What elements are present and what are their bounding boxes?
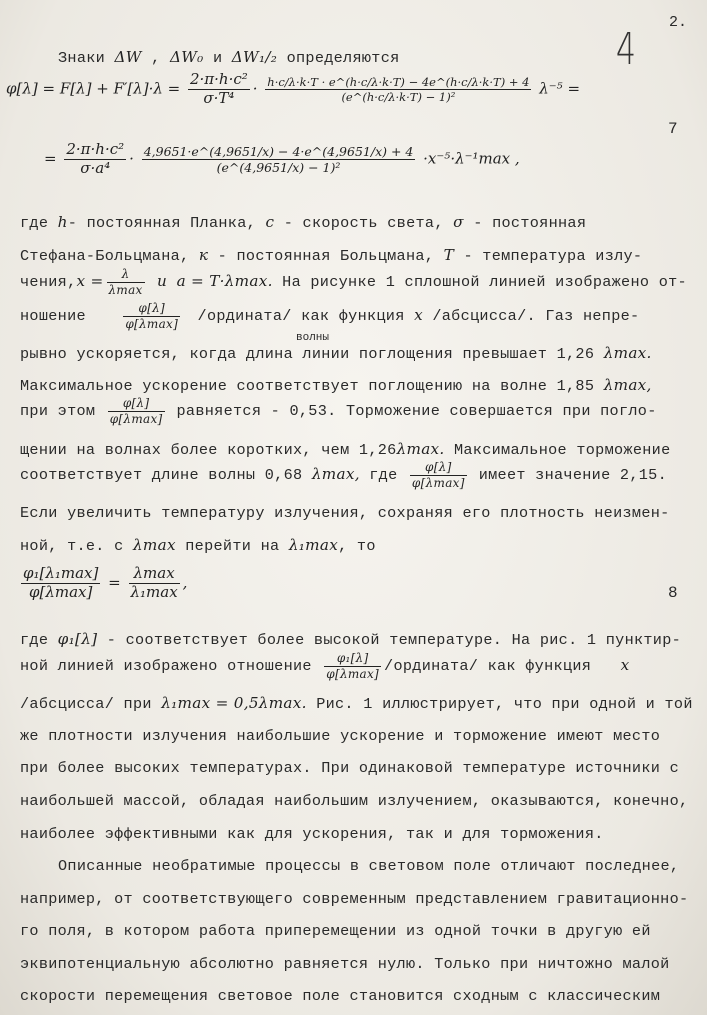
text-line-21: например, от соответствующего современным представлением гравитационно- (20, 890, 689, 908)
text-line-18: наибольшей массой, обладая наибольшим излучением, оказываются, конечно, (20, 792, 689, 810)
equation-number-7: 7 (668, 120, 678, 138)
text-line-23: эквипотенциальную абсолютно равняется нулю. Только при ничтожно малой (20, 955, 670, 973)
text-line-5: рывно ускоряется, когда длина линии поглощения превышает 1,26 λmax. (20, 344, 652, 363)
text-line-9: соответствует длине волны 0,68 λmax, где $\frac{\varphi[\lambda]}{\varphi[\lambda\max]}$ имеет значение 2,15. (20, 460, 667, 490)
text-line-19: наиболее эффективными как для ускорения, так и для торможения. (20, 825, 604, 843)
text-line-3: чения,x = $\frac{\lambda}{\lambda\max}$ и a = T·λmax. На рисунке 1 сплошной линией изображено от- (20, 267, 687, 297)
page-number: 2. (669, 14, 688, 31)
text-line-2: Стефана-Больцмана, к - постоянная Больцмана, T - температура излу- (20, 246, 643, 265)
handwritten-page-number: 4 (615, 24, 637, 75)
formula-phi-definition: φ[λ] = F[λ] + F′[λ]·λ = $\frac{\text{2·π·h·c²}}{\text{σ·T⁴}}$ · $\frac{h\cdot c/\lambda\cdot k\cdot T \cdot e\^{}(h\cdot c/\lambda\cdot k\cdot T) - 4e\^{}(h\cdot c/\lambda\cdot k\cdot T) + 4}{\text{(e\textasciicircum{}(h·c/λ·k·T) − 1)²}}$ λ⁻⁵ = (6, 70, 581, 107)
text-line-20: Описанные необратимые процессы в световом поле отличают последнее, (58, 857, 680, 875)
text-line-24: скорости перемещения световое поле становится сходным с классическим (20, 987, 661, 1005)
text-line-22: го поля, в котором работа приперемещении из одной точки в другую ей (20, 922, 651, 940)
text-line-17: при более высоких температурах. При одинаковой температуре источники с (20, 759, 679, 777)
intro-line: Знаки ΔW , ΔW₀ и ΔW₁/₂ определяются (58, 48, 400, 67)
text-line-4: ношение $\frac{\varphi[\lambda]}{\varphi[\lambda\max]}$ /ордината/ как функция x /абсцисса/. Газ непре- (20, 301, 640, 331)
formula-phi-expanded: = $\frac{\text{2·π·h·c²}}{\text{σ·a⁴}}$ · $\frac{4,9651\cdot e\^{}(4,9651/x) - 4\cdot e\^{}(4,9651/x) + 4}{\text{(e\textasciicircum{}(4,9651/x) − 1)²}}$ ·x⁻⁵·λ⁻¹max , (44, 140, 520, 177)
text-line-16: же плотности излучения наибольшие ускорение и торможение имеют место (20, 727, 661, 745)
text-line-8: щении на волнах более коротких, чем 1,26λmax. Максимальное торможение (20, 440, 671, 459)
equation-number-8: 8 (668, 584, 678, 602)
text-line-11: ной, т.е. с λmax перейти на λ₁max, то (20, 536, 376, 555)
text-line-13: где φ₁[λ] - соответствует более высокой температуре. На рис. 1 пунктир- (20, 630, 682, 649)
text-line-15: /абсцисса/ при λ₁max = 0,5λmax. Рис. 1 иллюстрирует, что при одной и той (20, 694, 693, 713)
text-line-6: Максимальное ускорение соответствует поглощению на волне 1,85 λmax, (20, 376, 652, 395)
text-line-7: при этом $\frac{\varphi[\lambda]}{\varphi[\lambda\max]}$ равняется - 0,53. Торможение совершается при погло- (20, 396, 657, 426)
text-line-14: ной линией изображено отношение $\frac{\text{φ₁[λ]}}{\varphi[\lambda\max]}$ /ордината/ как функция x (20, 651, 630, 681)
insert-word: волны (296, 332, 330, 344)
text-line-1: где h- постоянная Планка, c - скорость света, σ - постоянная (20, 213, 587, 232)
formula-temperature-ratio: $\frac{\text{φ₁[λ₁max]}}{\varphi[\lambda\max]}$ = $\frac{\lambda\max}{\text{λ₁max}}$ , (23, 564, 188, 601)
text-line-10: Если увеличить температуру излучения, сохраняя его плотность неизмен- (20, 504, 670, 522)
